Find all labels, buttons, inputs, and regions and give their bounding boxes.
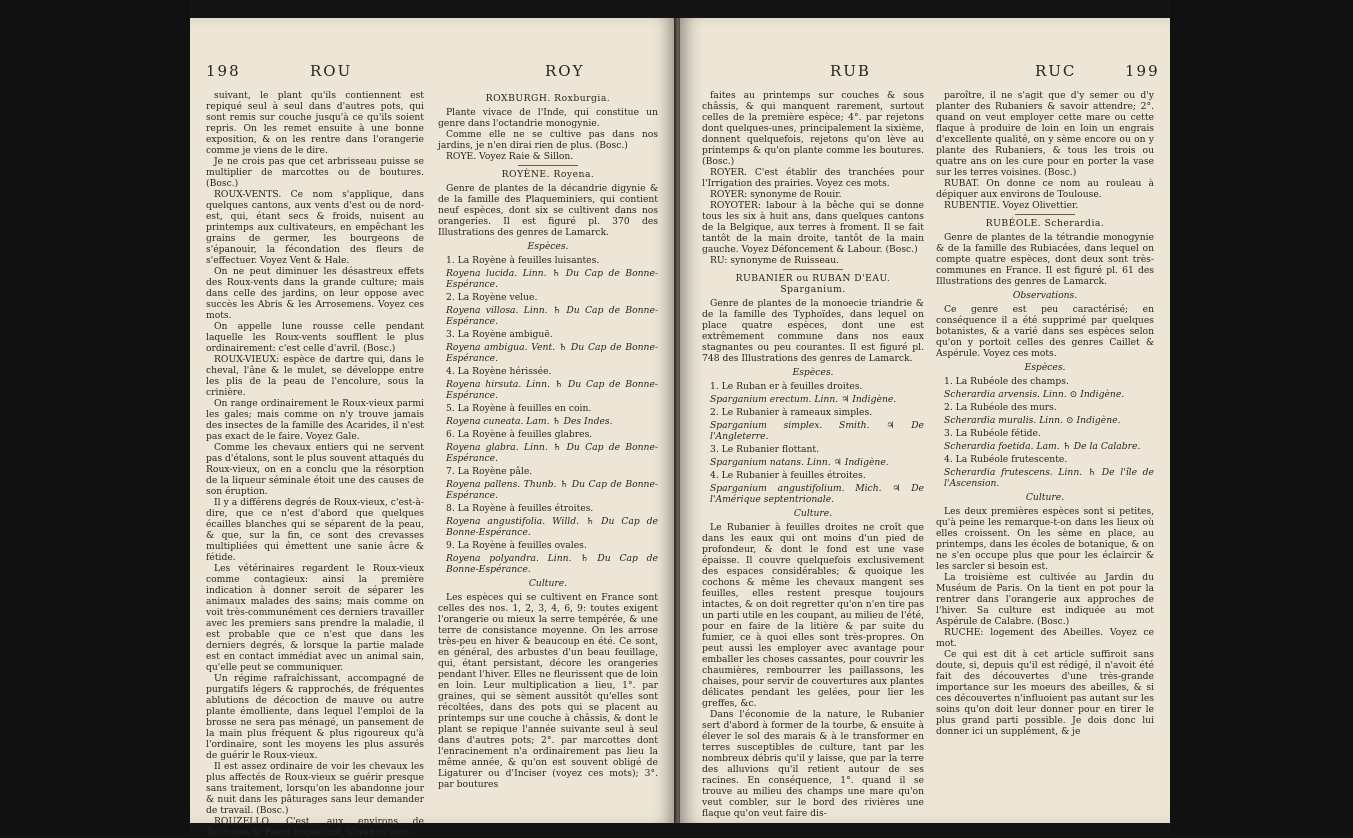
- paragraph: ROYER: synonyme de Rouir.: [710, 189, 842, 200]
- entries: [702, 90, 924, 266]
- species-line: 3. La Royène ambiguë.: [446, 329, 553, 340]
- paragraph: On range ordinairement le Roux-vieux parmi les gales; mais comme on n'y trouve jamais des insectes de la famille des Acarides, il n'est pas exact de le faire. Voyez Gale.: [206, 398, 424, 442]
- running-head-right: ROY: [545, 62, 585, 80]
- species-line: Sparganium simplex. Smith. ♃ De l'Angleterre.: [710, 420, 924, 442]
- paragraph: Un régime rafraîchissant, accompagné de purgatifs légers & rapprochés, de fréquentes ablutions de décoction de mauve ou autre plante émolliente, dans lequel l'emploi de la brosse ne sera pas ménagé, un pansement de la main plus fréquent & plus rigoureux qu'à l'ordinaire, sont les moyens les plus assurés de guérir le Roux-vieux.: [206, 673, 424, 761]
- paragraph: ROUX-VENTS. Ce nom s'applique, dans quelques cantons, aux vents d'est ou de nord-est, qui, étant secs & froids, nuisent au printemps aux cultivateurs, en empêchant les grains de germer, les bourgeons de s'épanouir, la fécondation des fleurs de s'effectuer. Voyez Vent & Hale.: [206, 189, 424, 266]
- paragraph: suivant, le plant qu'ils contiennent est repiqué seul à seul dans d'autres pots, qui sont remis sur couche jusqu'à ce qu'ils soient repris. On les remet ensuite à une bonne exposition, & on les rentre dans l'orangerie comme je viens de le dire.: [206, 90, 424, 156]
- paragraph: ROUX-VIEUX: espèce de dartre qui, dans le cheval, l'âne & le mulet, se développe entre les plis de la peau de l'encolure, sous la crinière.: [206, 354, 424, 398]
- genus-heading: RUBÉOLE. Scherardia.: [985, 218, 1105, 229]
- paragraph: RUBAT. On donne ce nom au rouleau à dépiquer aux environs de Toulouse.: [936, 178, 1154, 200]
- left-page: [190, 18, 675, 838]
- especes-heading: Espèces.: [527, 241, 569, 252]
- paragraph: faites au printemps sur couches & sous châssis, & qui manquent rarement, surtout celles de la première espèce; 4°. par rejetons dont quelques-unes, principalement la sixième, donnent quelquefois, rejetons qu'on lève au printemps & qu'on plante comme les boutures. (Bosc.): [702, 90, 924, 167]
- paragraph: RUCHE: logement des Abeilles. Voyez ce mot.: [936, 627, 1154, 649]
- species-line: 1. Le Ruban er à feuilles droites.: [710, 381, 863, 392]
- paragraph: ROYOTER: labour à la bêche qui se donne tous les six à huit ans, dans quelques cantons de la Belgique, aux terres à froment. Il se fait tantôt de la main droite, tantôt de la main gauche. Voyez Défoncement & Labour. (Bosc.): [702, 200, 924, 255]
- species-line: 5. La Royène à feuilles en coin.: [446, 403, 592, 414]
- species-line: Sparganium angustifolium. Mich. ♃ De l'Amérique septentrionale.: [710, 483, 924, 505]
- species-line: Scherardia arvensis. Linn. ⊙ Indigène.: [944, 389, 1125, 400]
- paragraph: Comme les chevaux entiers qui ne servent pas d'étalons, sont le plus souvent attaqués du Roux-vieux, on en a conclu que la résorption de la liqueur séminale étoit une des causes de son éruption.: [206, 442, 424, 497]
- species-line: 8. La Royène à feuilles étroites.: [446, 503, 594, 514]
- culture-heading: Culture.: [528, 578, 568, 589]
- paragraph: Comme elle ne se cultive pas dans nos jardins, je n'en dirai rien de plus. (Bosc.): [438, 129, 658, 151]
- especes-heading: Espèces.: [792, 367, 834, 378]
- species-line: Royena villosa. Linn. ♄ Du Cap de Bonne-Espérance.: [446, 305, 658, 327]
- paragraph: RU: synonyme de Ruisseau.: [710, 255, 840, 266]
- species-list: [702, 381, 924, 505]
- page-number-right: 199: [1125, 62, 1160, 80]
- genus-heading: RUBANIER ou RUBAN D'EAU. Sparganium.: [735, 273, 891, 295]
- paragraph: ROYER. C'est établir des tranchées pour l'Irrigation des prairies. Voyez ces mots.: [702, 167, 924, 189]
- species-line: Royena pallens. Thunb. ♄ Du Cap de Bonne-Espérance.: [446, 479, 658, 501]
- species-line: Royena ambigua. Vent. ♄ Du Cap de Bonne-Espérance.: [446, 342, 658, 364]
- paragraph: Les vétérinaires regardent le Roux-vieux comme contagieux: ainsi la première indication à donner seroit de séparer les animaux malades des sains; mais comme on voit très-communément ces derniers travailler avec les premiers sans prendre la maladie, il est probable que ce n'est que dans les derniers degrés, & lorsque la partie malade est en contact immédiat avec un animal sain, qu'elle peut se communiquer.: [206, 563, 424, 673]
- paragraph: La troisième est cultivée au Jardin du Muséum de Paris. On la tient en pot pour la rentrer dans l'orangerie aux approches de l'hiver. Sa culture est indiquée au mot Aspérule de Calabre. (Bosc.): [936, 572, 1154, 627]
- species-line: Scherardia foetida. Lam. ♄ De la Calabre.: [944, 441, 1141, 452]
- species-line: 2. La Royène velue.: [446, 292, 538, 303]
- paragraph: On appelle lune rousse celle pendant laquelle les Roux-vents soufflent le plus ordinairement: c'est celle d'avril. (Bosc.): [206, 321, 424, 354]
- divider: [1015, 214, 1075, 215]
- species-line: 3. La Rubéole fétide.: [944, 428, 1041, 439]
- observations-heading: Observations.: [1012, 290, 1078, 301]
- species-line: Royena polyandra. Linn. ♄ Du Cap de Bonne-Espérance.: [446, 553, 658, 575]
- genus-heading: ROYÈNE. Royena.: [501, 169, 595, 180]
- culture-heading: Culture.: [793, 508, 833, 519]
- species-line: 1. La Royène à feuilles luisantes.: [446, 255, 600, 266]
- species-line: 1. La Rubéole des champs.: [944, 376, 1069, 387]
- species-line: Royena glabra. Linn. ♄ Du Cap de Bonne-Espérance.: [446, 442, 658, 464]
- left-page-column-1: [206, 90, 424, 838]
- species-line: 6. La Royène à feuilles glabres.: [446, 429, 593, 440]
- species-line: 4. Le Rubanier à feuilles étroites.: [710, 470, 866, 481]
- species-line: 4. La Rubéole frutescente.: [944, 454, 1068, 465]
- species-line: Scherardia muralis. Linn. ⊙ Indigène.: [944, 415, 1121, 426]
- species-line: 3. Le Rubanier flottant.: [710, 444, 819, 455]
- paragraph: Il est assez ordinaire de voir les chevaux les plus affectés de Roux-vieux se guérir presque sans traitement, lorsqu'on les abandonne jour & nuit dans les pâturages sans leur demander de travail. (Bosc.): [206, 761, 424, 816]
- species-line: 4. La Royène hérissée.: [446, 366, 552, 377]
- entry-heading: ROXBURGH. Roxburgia.: [485, 93, 611, 104]
- paragraph: Je ne crois pas que cet arbrisseau puisse se multiplier de marcottes ou de boutures. (Bosc.): [206, 156, 424, 189]
- running-head-left: ROU: [310, 62, 353, 80]
- divider: [783, 269, 843, 270]
- paragraph: RUBENTIE. Voyez Olivettier.: [944, 200, 1079, 211]
- right-page-column-1: [702, 90, 924, 819]
- observations-text: Ce genre est peu caractérisé; en conséquence il a été supprimé par quelques botanistes, & a varié dans ses espèces selon qu'on y portoit celles des genres Caillet & Aspérule. Voyez ces mots.: [936, 304, 1154, 359]
- paragraph: Ce qui est dit à cet article suffiroit sans doute, si, depuis qu'il est rédigé, il n'avoit été fait des découvertes d'une très-grande importance sur les moeurs des abeilles, & si ces découvertes n'influoient pas autant sur les soins qu'on doit leur donner pour en tirer le plus grand parti possible. Je dois donc lui donner ici un supplément, & je: [936, 649, 1154, 737]
- running-head-left: RUB: [830, 62, 871, 80]
- paragraph: Les deux premières espèces sont si petites, qu'à peine les remarque-t-on dans les lieux où elles croissent. On les sème en place, au printemps, dans les écoles de botanique, & on ne s'en occupe plus que pour les éclaircir & les sarcler si besoin est.: [936, 506, 1154, 572]
- paragraph: On ne peut diminuer les désastreux effets des Roux-vents dans la grande culture; mais dans celle des jardins, on leur oppose avec succès les Abris & les Arrosemens. Voyez ces mots.: [206, 266, 424, 321]
- paragraph: paroître, il ne s'agit que d'y semer ou d'y planter des Rubaniers & savoir attendre; 2°. quand on veut employer cette mare ou cette flaque à produire de loin en loin un engrais d'excellente qualité, on y sème encore ou on y plante des Rubaniers, & tous les trois ou quatre ans on les cure pour en porter la vase sur les terres voisines. (Bosc.): [936, 90, 1154, 178]
- background-left: [0, 0, 190, 834]
- species-list: [936, 376, 1154, 489]
- species-line: 2. Le Rubanier à rameaux simples.: [710, 407, 873, 418]
- paragraph: Plante vivace de l'Inde, qui constitue un genre dans l'octandrie monogynie.: [438, 107, 658, 129]
- genus-description: Genre de plantes de la décandrie digynie & de la famille des Plaqueminiers, qui contient neuf espèces, dont six se cultivent dans nos orangeries. Il est figuré pl. 370 des Illustrations des genres de Lamarck.: [438, 183, 658, 238]
- species-line: Royena angustifolia. Willd. ♄ Du Cap de Bonne-Espérance.: [446, 516, 658, 538]
- paragraph: ROYE. Voyez Raie & Sillon.: [446, 151, 574, 162]
- genus-description: Genre de plantes de la tétrandie monogynie & de la famille des Rubiacées, dans lequel on compte quatre espèces, dont deux sont très-communes en France. Il est figuré pl. 61 des Illustrations des genres de Lamarck.: [936, 232, 1154, 287]
- species-line: Royena lucida. Linn. ♄ Du Cap de Bonne-Espérance.: [446, 268, 658, 290]
- culture-text: Le Rubanier à feuilles droites ne croît que dans les eaux qui ont moins d'un pied de profondeur, & dont le fond est une vase épaisse. Il couvre quelquefois exclusivement des espaces considérables; & quoique les cochons & même les chevaux mangent ses feuilles, elles restent presque toujours intactes, & on doit regretter qu'on n'en tire pas un parti utile en les coupant, au milieu de l'été, pour en faire de la litière & par suite du fumier, ce à quoi elles sont très-propres. On peut aussi les employer avec avantage pour emballer les choses cassantes, pour couvrir les chaumières, rembourrer les paillassons, les chaises, pour servir de couvertures aux plantes délicates pendant les gelées, pour lier les greffes, &c.: [702, 522, 924, 709]
- paragraph: Il y a différens degrés de Roux-vieux, c'est-à-dire, que ce n'est d'abord que quelques écailles blanches qui se séparent de la peau, & que, sur la fin, ce sont des crevasses multipliées qui émettent une sanie âcre & fétide.: [206, 497, 424, 563]
- species-line: 7. La Royène pâle.: [446, 466, 533, 477]
- entry-intro: [438, 107, 658, 162]
- species-list: [438, 255, 658, 575]
- left-page-column-2: [438, 90, 658, 790]
- culture-text-2: Dans l'économie de la nature, le Rubanier sert d'abord à former de la tourbe, & ensuite à élever le sol des marais & à le transformer en terres susceptibles de culture, tant par les nombreux débris qu'il y laisse, que par la terre des alluvions qu'il retient autour de ses racines. En conséquence, 1°. quand il se trouve au milieu des champs une mare qu'on veut combler, sur le bord des rivières une flaque qu'on veut faire dis-: [702, 709, 924, 819]
- right-page: [680, 18, 1170, 823]
- species-line: Sparganium erectum. Linn. ♃ Indigène.: [710, 394, 897, 405]
- culture-text: Les espèces qui se cultivent en France sont celles des nos. 1, 2, 3, 4, 6, 9: toutes exigent l'orangerie ou mieux la serre tempérée, & une terre de consistance moyenne. On les arrose très-peu en hiver & beaucoup en été. Ce sont, en général, des arbustes d'un beau feuillage, qui, étant persistant, décore les orangeries pendant l'hiver. Elles ne fleurissent que de loin en loin. Leur multiplication a lieu, 1°. par graines, qui se sèment aussitôt qu'elles sont récoltées, dans des pots qui se placent au printemps sur une couche à châssis, & dont le plant se repique l'année suivante seul à seul dans d'autres pots; 2°. par marcottes dont l'enracinement n'a ordinairement pas lieu la même année, & qu'on est souvent obligé de Ligaturer ou d'Inciser (voyez ces mots); 3°. par boutures: [438, 592, 658, 790]
- species-line: Sparganium natans. Linn. ♃ Indigène.: [710, 457, 889, 468]
- paragraph: ROUZELLO. C'est, aux environs de Toulouse, le Pavot coquelicot. Voyez ce mot.: [206, 816, 424, 838]
- especes-heading: Espèces.: [1024, 362, 1066, 373]
- species-line: 9. La Royène à feuilles ovales.: [446, 540, 587, 551]
- culture-heading: Culture.: [1025, 492, 1065, 503]
- genus-description: Genre de plantes de la monoecie triandrie & de la famille des Typhoïdes, dans lequel on place quatre espèces, dont une est extrêmement commune dans nos eaux stagnantes ou peu courantes. Il est figuré pl. 748 des Illustrations des genres de Lamarck.: [702, 298, 924, 364]
- right-page-column-2: [936, 90, 1154, 737]
- page-number-left: 198: [206, 62, 241, 80]
- species-line: 2. La Rubéole des murs.: [944, 402, 1057, 413]
- divider: [518, 165, 578, 166]
- culture-text: [936, 506, 1154, 737]
- species-line: Scherardia frutescens. Linn. ♄ De l'île de l'Ascension.: [944, 467, 1154, 489]
- background-right: [1170, 0, 1353, 834]
- running-head-right: RUC: [1035, 62, 1077, 80]
- species-line: Royena cuneata. Lam. ♄ Des Indes.: [446, 416, 613, 427]
- entries: [936, 90, 1154, 211]
- species-line: Royena hirsuta. Linn. ♄ Du Cap de Bonne-Espérance.: [446, 379, 658, 401]
